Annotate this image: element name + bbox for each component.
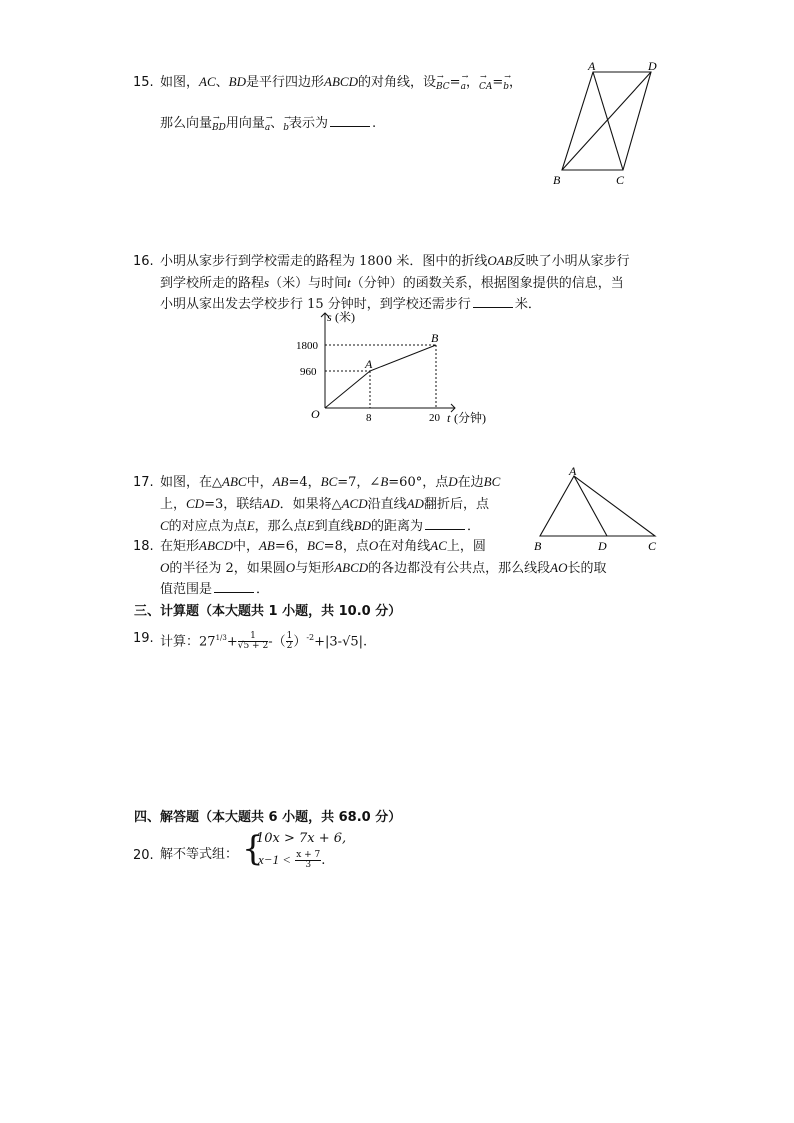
origin-label: O bbox=[311, 407, 320, 421]
tick-1800: 1800 bbox=[296, 340, 318, 352]
vector-BD: → BD bbox=[212, 118, 226, 138]
q18-text: 值范围是 bbox=[160, 582, 213, 597]
q18-text: 长的取 bbox=[567, 561, 607, 576]
q18-AO: AO bbox=[550, 560, 568, 575]
answer-blank bbox=[473, 295, 513, 308]
vector-b: → b bbox=[503, 77, 509, 97]
q18-text: 在矩形 bbox=[160, 539, 200, 554]
question-15-line-1 bbox=[160, 72, 522, 97]
q19-frac-top: 1 bbox=[238, 632, 268, 642]
q19-close: ） bbox=[293, 634, 307, 650]
q18-text: =6， bbox=[274, 539, 308, 554]
q17-text: 翻折后，点 bbox=[423, 497, 489, 512]
label-B: B bbox=[534, 539, 542, 552]
inequality-2 bbox=[258, 850, 325, 871]
question-17-line-2 bbox=[160, 494, 489, 515]
question-15-number: 15. bbox=[133, 75, 154, 90]
q17-E: E bbox=[246, 518, 255, 533]
q16-text: 小明从家出发去学校步行 15 分钟时，到学校还需步行 bbox=[160, 297, 471, 312]
diagonal-BD bbox=[562, 72, 651, 170]
q19-neg2: -2 bbox=[306, 633, 315, 642]
q17-text: ． bbox=[466, 519, 480, 534]
segment-AD bbox=[574, 476, 607, 536]
question-15-line-2 bbox=[160, 114, 376, 138]
y-axis-unit: (米) bbox=[335, 310, 355, 324]
q18-BC: BC bbox=[307, 538, 324, 553]
q19-half-top: 1 bbox=[286, 631, 293, 642]
q15-text: 的对角线，设 bbox=[357, 75, 436, 90]
q15-text: = bbox=[449, 75, 461, 90]
answer-blank bbox=[214, 580, 254, 593]
segment-AB bbox=[370, 345, 436, 371]
tick-960: 960 bbox=[300, 366, 317, 378]
question-16-number: 16. bbox=[133, 254, 154, 269]
q17-BC: BC bbox=[483, 474, 501, 489]
q17-AD: AD bbox=[406, 496, 424, 511]
q15-text: ， bbox=[509, 75, 523, 90]
q17-text: 中， bbox=[246, 475, 273, 490]
q18-ABCD: ABCD bbox=[199, 538, 233, 553]
q17-text: =3，联结 bbox=[204, 497, 263, 512]
q16-s: s bbox=[264, 275, 270, 290]
y-axis-label: s bbox=[327, 310, 332, 324]
q16-t: t bbox=[347, 275, 351, 290]
q19-exponent: 1/3 bbox=[215, 634, 227, 642]
q15-BD: BD bbox=[228, 74, 246, 89]
q19-base: 27 bbox=[199, 634, 216, 650]
q18-AB: AB bbox=[258, 538, 275, 553]
q17-B: B bbox=[380, 474, 389, 489]
q18-AC: AC bbox=[430, 538, 447, 553]
answer-blank bbox=[425, 517, 465, 530]
label-C: C bbox=[616, 173, 625, 187]
q17-text: =4， bbox=[288, 475, 321, 490]
x-axis-unit: (分钟) bbox=[454, 411, 486, 425]
q15-text: = bbox=[492, 75, 504, 90]
q19-half-bottom: 2 bbox=[286, 641, 293, 652]
label-A: A bbox=[569, 466, 577, 478]
x-axis-label: t bbox=[447, 411, 451, 425]
parallelogram-figure bbox=[550, 58, 665, 188]
q17-C: C bbox=[160, 518, 169, 533]
q16-text: 米． bbox=[514, 297, 541, 312]
vector-b: → b bbox=[283, 118, 289, 138]
vector-a: → a bbox=[461, 77, 466, 97]
question-17-number: 17. bbox=[133, 475, 154, 490]
q17-text: ，那么点 bbox=[254, 519, 307, 534]
inequality-1: 10x > 7x + 6, bbox=[256, 831, 347, 846]
q20-lhs: x−1 < bbox=[258, 852, 292, 867]
q17-text: 如图，在△ bbox=[160, 475, 222, 490]
q19-fraction bbox=[238, 632, 268, 651]
question-19-expression bbox=[160, 628, 367, 652]
q19-minus: -（ bbox=[268, 634, 286, 650]
q19-tail: +|3-√5|. bbox=[314, 634, 368, 650]
triangle-figure bbox=[530, 466, 665, 552]
q18-text: 与矩形 bbox=[295, 561, 335, 576]
q17-CD: CD bbox=[186, 496, 205, 511]
label-D: D bbox=[598, 539, 607, 552]
q16-text: 小明从家步行到学校需走的路程为 1800 米．图中的折线 bbox=[160, 254, 488, 269]
question-17-line-3 bbox=[160, 516, 480, 537]
q19-label: 计算： bbox=[160, 634, 200, 650]
q15-ABCD: ABCD bbox=[324, 74, 358, 89]
q17-BC: BC bbox=[320, 474, 338, 489]
q20-frac-bottom: 3 bbox=[305, 860, 312, 870]
q17-AB: AB bbox=[272, 474, 289, 489]
label-C: C bbox=[648, 539, 657, 552]
vector-CA: → CA bbox=[479, 77, 492, 97]
q18-O: O bbox=[368, 538, 379, 553]
q18-text: 的各边都没有公共点，那么线段 bbox=[368, 561, 551, 576]
q19-frac-bottom: √5 + 2 bbox=[237, 641, 269, 652]
question-18-line-1 bbox=[160, 536, 486, 557]
q16-OAB: OAB bbox=[487, 253, 513, 268]
q18-text: =8，点 bbox=[323, 539, 369, 554]
q20-fraction bbox=[295, 851, 321, 870]
label-A: A bbox=[588, 59, 596, 73]
q15-text: 、 bbox=[270, 116, 284, 131]
q16-text: 到学校所走的路程 bbox=[160, 276, 265, 291]
q18-ABCD: ABCD bbox=[334, 560, 369, 575]
vector-a: → a bbox=[265, 118, 270, 138]
q17-text: 的对应点为点 bbox=[168, 519, 247, 534]
question-16-line-1 bbox=[160, 251, 630, 272]
diagonal-AC bbox=[593, 72, 623, 170]
q17-text: 沿直线 bbox=[367, 497, 407, 512]
question-17-line-1 bbox=[160, 472, 500, 493]
q17-AD: AD bbox=[262, 496, 280, 511]
answer-blank bbox=[330, 114, 370, 127]
q19-plus: + bbox=[226, 634, 238, 650]
q20-end: . bbox=[321, 853, 326, 868]
label-B: B bbox=[553, 173, 561, 187]
q18-text: 上，圆 bbox=[446, 539, 486, 554]
question-18-line-2 bbox=[160, 558, 607, 579]
q16-text: （分钟）的函数关系，根据图象提供的信息，当 bbox=[350, 276, 624, 291]
q17-text: 到直线 bbox=[314, 519, 354, 534]
q17-text: 的距离为 bbox=[370, 519, 423, 534]
q16-text: 反映了小明从家步行 bbox=[512, 254, 630, 269]
q17-ABC: ABC bbox=[222, 474, 247, 489]
question-18-line-3 bbox=[160, 580, 269, 600]
q15-text: 如图， bbox=[160, 75, 200, 90]
question-18-number: 18. bbox=[133, 539, 154, 554]
section-3-heading: 三、计算题（本大题共 1 小题，共 10.0 分） bbox=[134, 604, 402, 619]
q18-O: O bbox=[160, 560, 170, 575]
q15-text: 那么向量 bbox=[160, 116, 213, 131]
brace-icon: { bbox=[242, 829, 264, 869]
question-20-number: 20. bbox=[133, 848, 154, 863]
point-A-label: A bbox=[365, 357, 373, 371]
q18-text: ． bbox=[256, 582, 270, 597]
triangle-ABC bbox=[540, 476, 655, 536]
q17-text: =60°，点 bbox=[388, 475, 449, 490]
segment-OA bbox=[325, 371, 370, 408]
tick-8: 8 bbox=[366, 412, 372, 424]
distance-time-graph bbox=[290, 308, 505, 430]
q17-text: 上， bbox=[160, 497, 187, 512]
vector-BC: → BC bbox=[436, 77, 450, 97]
q17-D: D bbox=[448, 474, 458, 489]
q15-text: . bbox=[372, 116, 377, 131]
q17-text: ．如果将△ bbox=[279, 497, 342, 512]
question-20-label: 解不等式组： bbox=[160, 847, 239, 862]
q16-text: （米）与时间 bbox=[269, 276, 348, 291]
q20-frac-top: x + 7 bbox=[296, 850, 321, 860]
q18-O: O bbox=[285, 560, 296, 575]
q18-text: 的半径为 2，如果圆 bbox=[169, 561, 286, 576]
q15-text: 表示为 bbox=[289, 116, 329, 131]
section-4-heading: 四、解答题（本大题共 6 小题，共 68.0 分） bbox=[134, 810, 402, 825]
q15-text: 是平行四边形 bbox=[246, 75, 325, 90]
q17-text: 在边 bbox=[457, 475, 484, 490]
q15-text: ， bbox=[465, 75, 479, 90]
tick-20: 20 bbox=[429, 412, 440, 424]
point-B-label: B bbox=[431, 331, 439, 345]
question-16-line-2 bbox=[160, 273, 624, 294]
q17-text: =7，∠ bbox=[337, 475, 381, 490]
q15-text: 、 bbox=[215, 75, 229, 90]
q17-E: E bbox=[306, 518, 315, 533]
label-D: D bbox=[648, 59, 657, 73]
q15-text: 用向量 bbox=[225, 116, 265, 131]
q15-AC: AC bbox=[199, 74, 216, 89]
q18-text: 中， bbox=[232, 539, 259, 554]
q18-text: 在对角线 bbox=[378, 539, 431, 554]
q17-ACD: ACD bbox=[341, 496, 368, 511]
question-19-number: 19. bbox=[133, 631, 154, 646]
q17-BD: BD bbox=[353, 518, 371, 533]
